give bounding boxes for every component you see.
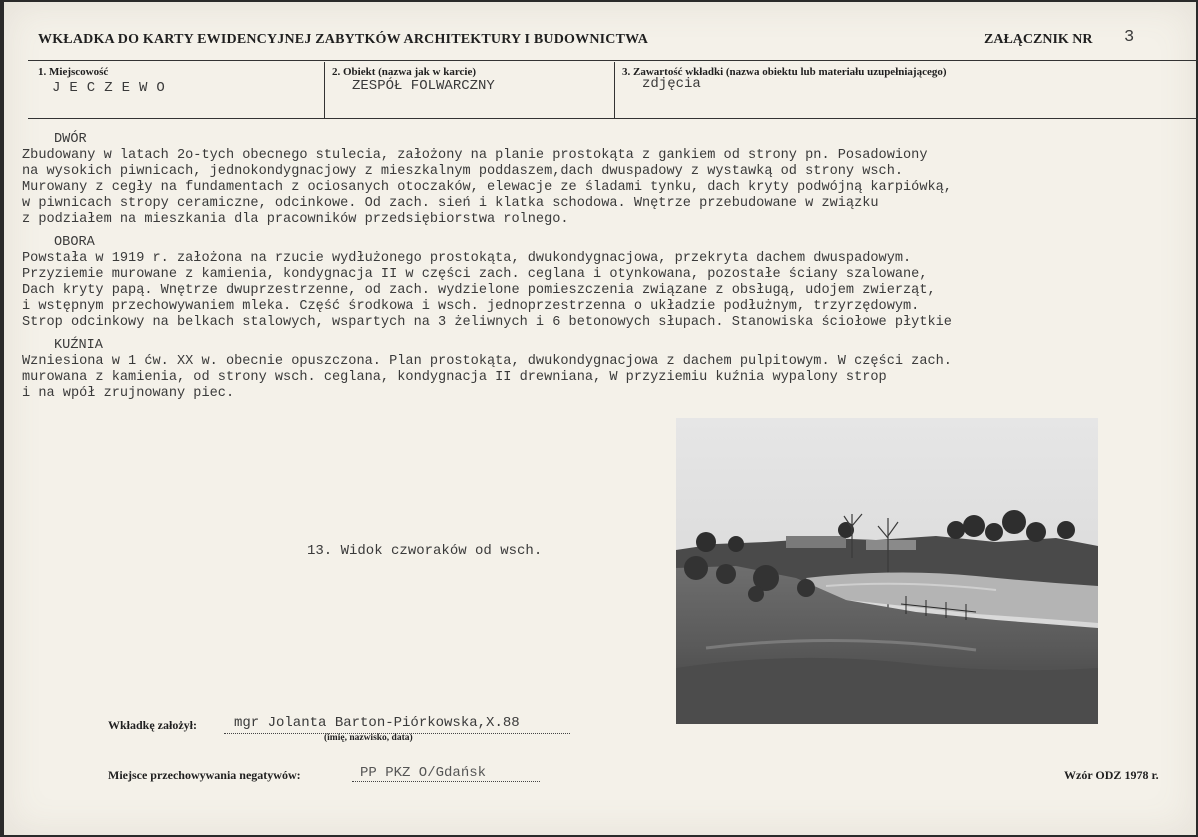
negatives-value: PP PKZ O/Gdańsk bbox=[360, 765, 487, 781]
header-top-rule bbox=[28, 60, 1198, 61]
section-heading-kuznia: KUŹNIA bbox=[54, 338, 103, 353]
negatives-line bbox=[352, 781, 540, 782]
section-text-kuznia: Wzniesiona w 1 ćw. XX w. obecnie opuszczona. Plan prostokąta, dwukondygnacjowa z dachem pulpitowym. W części zach. murowana z kamienia, od strony wsch. ceglana, kondygnacja II drewniana, W przyziemiu kuźnia wypalony strop i na wpół zrujnowany piec. bbox=[22, 354, 952, 401]
negatives-label: Miejsce przechowywania negatywów: bbox=[108, 768, 301, 782]
form-title: WKŁADKA DO KARTY EWIDENCYJNEJ ZABYTKÓW ARCHITEKTURY I BUDOWNICTWA bbox=[38, 32, 649, 47]
content-label: 3. Zawartość wkładki (nazwa obiektu lub materiału uzupełniającego) bbox=[622, 66, 947, 78]
annex-label: ZAŁĄCZNIK NR bbox=[984, 32, 1093, 47]
header-bottom-rule bbox=[28, 118, 1198, 119]
locality-label: 1. Miejscowość bbox=[38, 66, 109, 78]
author-sub-label: (imię, nazwisko, data) bbox=[324, 733, 413, 743]
field-divider-2 bbox=[614, 62, 615, 118]
section-heading-dwor: DWÓR bbox=[54, 132, 87, 147]
field-divider-1 bbox=[324, 62, 325, 118]
object-value: ZESPÓŁ FOLWARCZNY bbox=[352, 78, 495, 94]
author-label: Wkładkę założył: bbox=[108, 718, 197, 732]
section-text-obora: Powstała w 1919 r. założona na rzucie wydłużonego prostokąta, dwukondygnacjowa, przekryta dachem dwuspadowym. Przyziemie murowane z kamienia, kondygnacja II w części zach. ceglana i otynkowana, pozostałe ściany szalowane, Dach kryty papą. Wnętrze dwuprzestrzenne, od zach. wydzielone pomieszczenia związane z obsługą, udojem zwierząt, i wstępnym przechowywaniem mleka. Część środkowa i wsch. jednoprzestrzenna o układzie podłużnym, trzyrzędowym. Strop odcinkowy na belkach stalowych, wspartych na 3 żeliwnych i 6 betonowych słupach. Stanowiska ściołowe płytkie bbox=[22, 251, 952, 330]
author-value: mgr Jolanta Barton-Piórkowska,X.88 bbox=[234, 715, 520, 731]
record-sheet bbox=[4, 2, 1196, 835]
photo-caption: 13. Widok czworaków od wsch. bbox=[307, 543, 543, 559]
section-text-dwor: Zbudowany w latach 2o-tych obecnego stulecia, założony na planie prostokąta z gankiem od strony pn. Posadowiony na wysokich piwnicach, jednokondygnacjowy z mieszkalnym poddaszem,dach dwuspadowy z wystawką od strony wsch. Murowany z cegły na fundamentach z ociosanych otoczaków, elewacje ze śladami tynku, dach kryty podwójną karpiówką, w piwnicach stropy ceramiczne, odcinkowe. Od zach. sień i klatka schodowa. Wnętrze przebudowane w związku z podziałem na mieszkania dla pracowników przedsiębiorstwa rolnego. bbox=[22, 148, 952, 227]
description-body bbox=[22, 132, 1198, 402]
section-heading-obora: OBORA bbox=[54, 235, 95, 250]
locality-value: JECZEWO bbox=[52, 80, 174, 96]
object-label: 2. Obiekt (nazwa jak w karcie) bbox=[332, 66, 477, 78]
form-code: Wzór ODZ 1978 r. bbox=[1064, 768, 1159, 782]
content-value: zdjęcia bbox=[642, 76, 701, 92]
annex-number: 3 bbox=[1124, 28, 1135, 47]
landscape-photo bbox=[676, 418, 1098, 724]
